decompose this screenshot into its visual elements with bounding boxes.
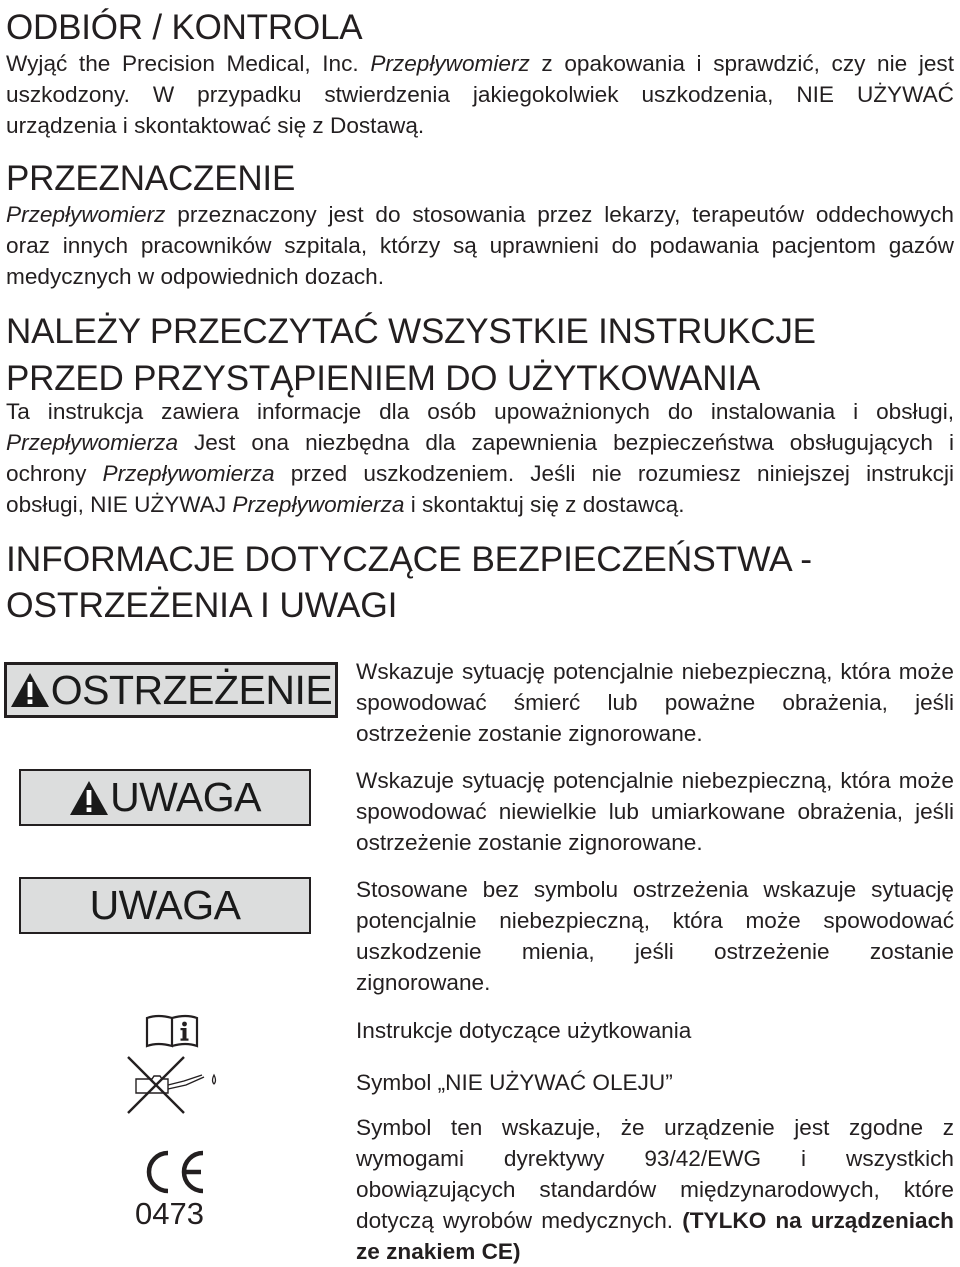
section-purpose [6,159,954,292]
section-safety [6,536,954,628]
manual-description: Instrukcje dotyczące użytkowania [356,1018,692,1043]
section-title-purpose: PRZEZNACZENIE [6,159,296,198]
caution-description: Stosowane bez symbolu ostrzeżenia wskazuje sytuację potencjalnie niebezpieczną, która może spowodować uszkodzenie mienia, jeśli ostrzeżenie zostanie zignorowane. [356,877,954,995]
ce-description: Symbol ten wskazuje, że urządzenie jest zgodne z wymogami dyrektywy 93/42/EWG i wszystkich obowiązujących standardów międzynarodowych, które dotyczą wyrobów medycznych. (TYLKO na urządzeniach ze znakiem CE) [356,1115,954,1264]
read-paragraph: Ta instrukcja zawiera informacje dla osób upoważnionych do instalowania i obsługi, Przepływomierza Jest ona niezbędna dla zapewnienia bezpieczeństwa obsługujących i ochrony Przepływomierza przed uszkodzeniem. Jeśli nie rozumiesz niniejszej instrukcji obsługi, NIE UŻYWAJ Przepływomierza i skontaktuj się z dostawcą. [6,399,954,517]
section-title-read: NALEŻY PRZECZYTAĆ WSZYSTKIE INSTRUKCJE PRZED PRZYSTĄPIENIEM DO UŻYTKOWANIA [6,312,816,398]
caution-symbol-label: UWAGA [19,769,311,826]
caution-label: UWAGA [19,877,311,934]
section-read-instructions [6,308,954,520]
warning-triangle-icon [69,780,109,816]
ce-mark-icon [132,1149,222,1231]
warning-triangle-icon [10,672,50,708]
section-title-safety: INFORMACJE DOTYCZĄCE BEZPIECZEŃSTWA - OSTRZEŻENIA I UWAGI [6,539,812,625]
section-title-receipt: ODBIÓR / KONTROLA [6,8,363,47]
manual-book-icon [143,1013,201,1054]
purpose-paragraph: Przepływomierz przeznaczony jest do stosowania przez lekarzy, terapeutów oddechowych oraz innych pracowników szpitala, którzy są uprawnieni do podawania pacjentom gazów medycznych w odpowiednich dozach. [6,202,954,289]
caution-symbol-description: Wskazuje sytuację potencjalnie niebezpieczną, która może spowodować niewielkie lub umiarkowane obrażenia, jeśli ostrzeżenie zostanie zignorowane. [356,768,954,855]
no-oil-description: Symbol „NIE UŻYWAĆ OLEJU” [356,1070,673,1095]
section-receipt [6,8,954,141]
document-page [6,8,954,628]
warning-signal-label: OSTRZEŻENIE [4,662,338,718]
receipt-paragraph: Wyjąć the Precision Medical, Inc. Przepływomierz z opakowania i sprawdzić, czy nie jest uszkodzony. W przypadku stwierdzenia jakiegokolwiek uszkodzenia, NIE UŻYWAĆ urządzenia i skontaktować się z Dostawą. [6,51,954,138]
ce-notified-body-number: 0473 [135,1196,204,1231]
no-oil-icon [122,1055,220,1120]
warning-description: Wskazuje sytuację potencjalnie niebezpieczną, która może spowodować śmierć lub poważne obrażenia, jeśli ostrzeżenie zostanie zignorowane. [356,659,954,746]
